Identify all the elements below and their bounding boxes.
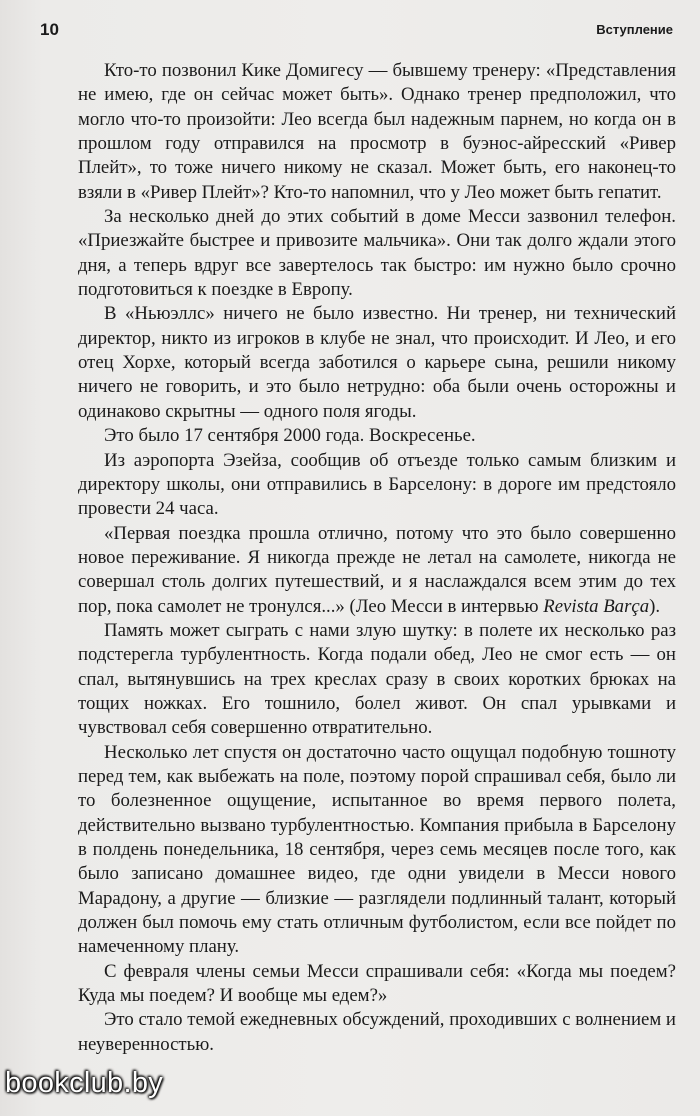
paragraph: В «Ньюэллс» ничего не было известно. Ни тренер, ни технический директор, никто из игроков в клубе не знал, что происходит. И Лео, и его отец Хорхе, который всегда заботился о карьере сына, решили никому ничего не говорить, и это было нетрудно: оба были очень осторожны и одинаково скрытны — одного поля ягоды. <box>78 303 676 422</box>
paragraph: За несколько дней до этих событий в доме Месси зазвонил телефон. «Приезжайте быстрее и привозите мальчика». Они так долго ждали этого дня, а теперь вдруг все завертелось так быстро: им нужно было срочно подготовиться к поездке в Европу. <box>78 206 676 301</box>
paragraph: Это стало темой ежедневных обсуждений, проходивших с волнением и неуверенностью. <box>78 1009 676 1055</box>
paragraph: Память может сыграть с нами злую шутку: в полете их несколько раз подстерегла турбулентность. Когда подали обед, Лео не смог есть — он спал, вытянувшись на трех креслах сразу в своих коротких брюках на тощих ножках. Его тошнило, болел живот. Он спал урывками и чувствовал себя совершенно отвратительно. <box>78 619 676 739</box>
page-number: 10 <box>40 20 59 39</box>
paragraph: Из аэропорта Эзейза, сообщив об отъезде только самым близким и директору школы, они отправились в Барселону: в дороге им предстояло провести 24 часа. <box>78 449 676 520</box>
paragraph: Кто-то позвонил Кике Домигесу — бывшему тренеру: «Представления не имею, где он сейчас может быть». Однако тренер предположил, что могло что-то произойти: Лео всегда был надежным парнем, но когда он в прошлом году отправился на просмотр в буэнос-айресский «Ривер Плейт», то тоже ничего никому не сказал. Может быть, его наконец-то взяли в «Ривер Плейт»? Кто-то напомнил, что у Лео может быть гепатит. <box>78 60 676 203</box>
paragraph: «Первая поездка прошла отлично, потому что это было совершенно новое переживание. Я никогда прежде не летал на самолете, никогда не совершал столь долгих путешествий, и я наслаждался всем этим до тех пор, пока самолет не тронулся...» (Лео Месси в интервью Revista Barça). <box>78 522 676 617</box>
paragraph: Это было 17 сентября 2000 года. Воскресенье. <box>104 425 476 447</box>
page-header <box>40 20 673 42</box>
paragraph: Несколько лет спустя он достаточно часто ощущал подобную тошноту перед тем, как выбежать на поле, поэтому порой спрашивал себя, было ли то болезненное ощущение, испытанное во время первого полета, действительно вызвано турбулентностью. Компания прибыла в Барселону в полдень понедельника, 18 сентября, через семь месяцев после того, как было записано домашнее видео, где одни увидели в Месси нового Марадону, а другие — близкие — разглядели подлинный талант, который должен был помочь ему стать отличным футболистом, если все пойдет по намеченному плану. <box>78 741 676 958</box>
watermark: bookclub.by <box>5 1067 164 1099</box>
running-title: Вступление <box>596 22 673 37</box>
body-text <box>78 59 676 1057</box>
paragraph: С февраля члены семьи Месси спрашивали себя: «Когда мы поедем? Куда мы поедем? И вообще мы едем?» <box>78 960 676 1007</box>
